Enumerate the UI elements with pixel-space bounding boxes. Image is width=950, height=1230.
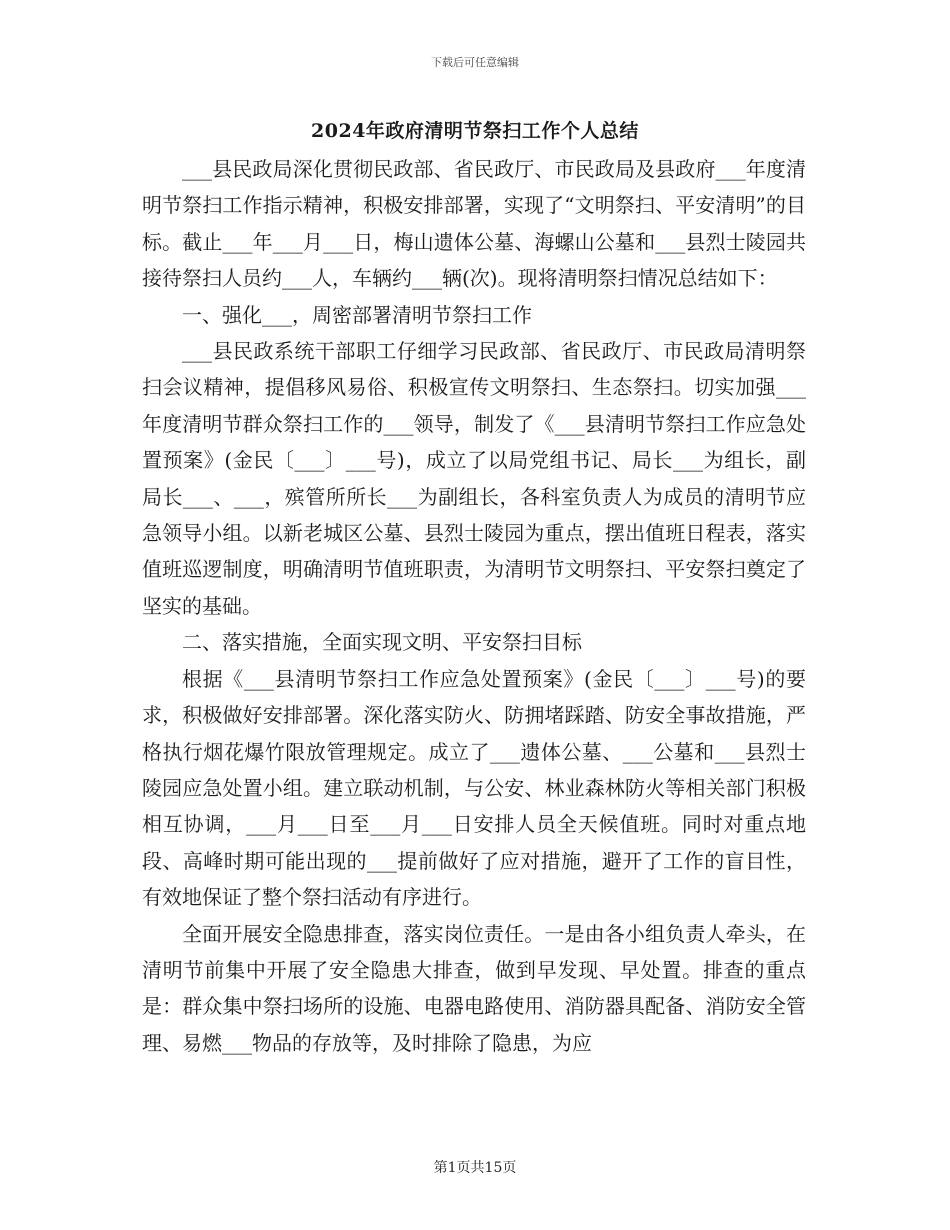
page-header-note: 下载后可任意编辑 [431,56,519,69]
document-title: 2024年政府清明节祭扫工作个人总结 [311,120,639,142]
paragraph-section-2: 根据《___县清明节祭扫工作应急处置预案》(金民〔___〕___号)的要求，积极做好安排部署。深化落实防火、防拥堵踩踏、防安全事故措施，严格执行烟花爆竹限放管理规定。成立了___遗体公墓、___公墓和___县烈士陵园应急处置小组。建立联动机制，与公安、林业森林防火等相关部门积极相互协调，___月___日至___月___日安排人员全天候值班。同时对重点地段、高峰时期可能出现的___提前做好了应对措施，避开了工作的盲目性，有效地保证了整个祭扫活动有序进行。 [142,666,806,910]
document-body [142,151,806,1061]
section-heading-1: 一、强化___，周密部署清明节祭扫工作 [182,302,532,327]
section-heading-2: 二、落实措施，全面实现文明、平安祭扫目标 [182,630,582,655]
paragraph-safety-check: 全面开展安全隐患排查，落实岗位责任。一是由各小组负责人牵头，在清明节前集中开展了安全隐患大排查，做到早发现、早处置。排查的重点是：群众集中祭扫场所的设施、电器电路使用、消防器具配备、消防安全管理、易燃___物品的存放等，及时排除了隐患，为应 [142,921,806,1055]
paragraph-intro: ___县民政局深化贯彻民政部、省民政厅、市民政局及县政府___年度清明节祭扫工作指示精神，积极安排部署，实现了“文明祭扫、平安清明”的目标。截止___年___月___日，梅山遗体公墓、海螺山公墓和___县烈士陵园共接待祭扫人员约___人，车辆约___辆(次)。现将清明祭扫情况总结如下： [142,157,806,291]
paragraph-section-1: ___县民政系统干部职工仔细学习民政部、省民政厅、市民政局清明祭扫会议精神，提倡移风易俗、积极宣传文明祭扫、生态祭扫。切实加强___年度清明节群众祭扫工作的___领导，制发了《___县清明节祭扫工作应急处置预案》(金民〔___〕___号)，成立了以局党组书记、局长___为组长，副局长___、___，殡管所所长___为副组长，各科室负责人为成员的清明节应急领导小组。以新老城区公墓、县烈士陵园为重点，摆出值班日程表，落实值班巡逻制度，明确清明节值班职责，为清明节文明祭扫、平安祭扫奠定了坚实的基础。 [142,339,806,618]
page-number: 第1页共15页 [433,1160,517,1176]
